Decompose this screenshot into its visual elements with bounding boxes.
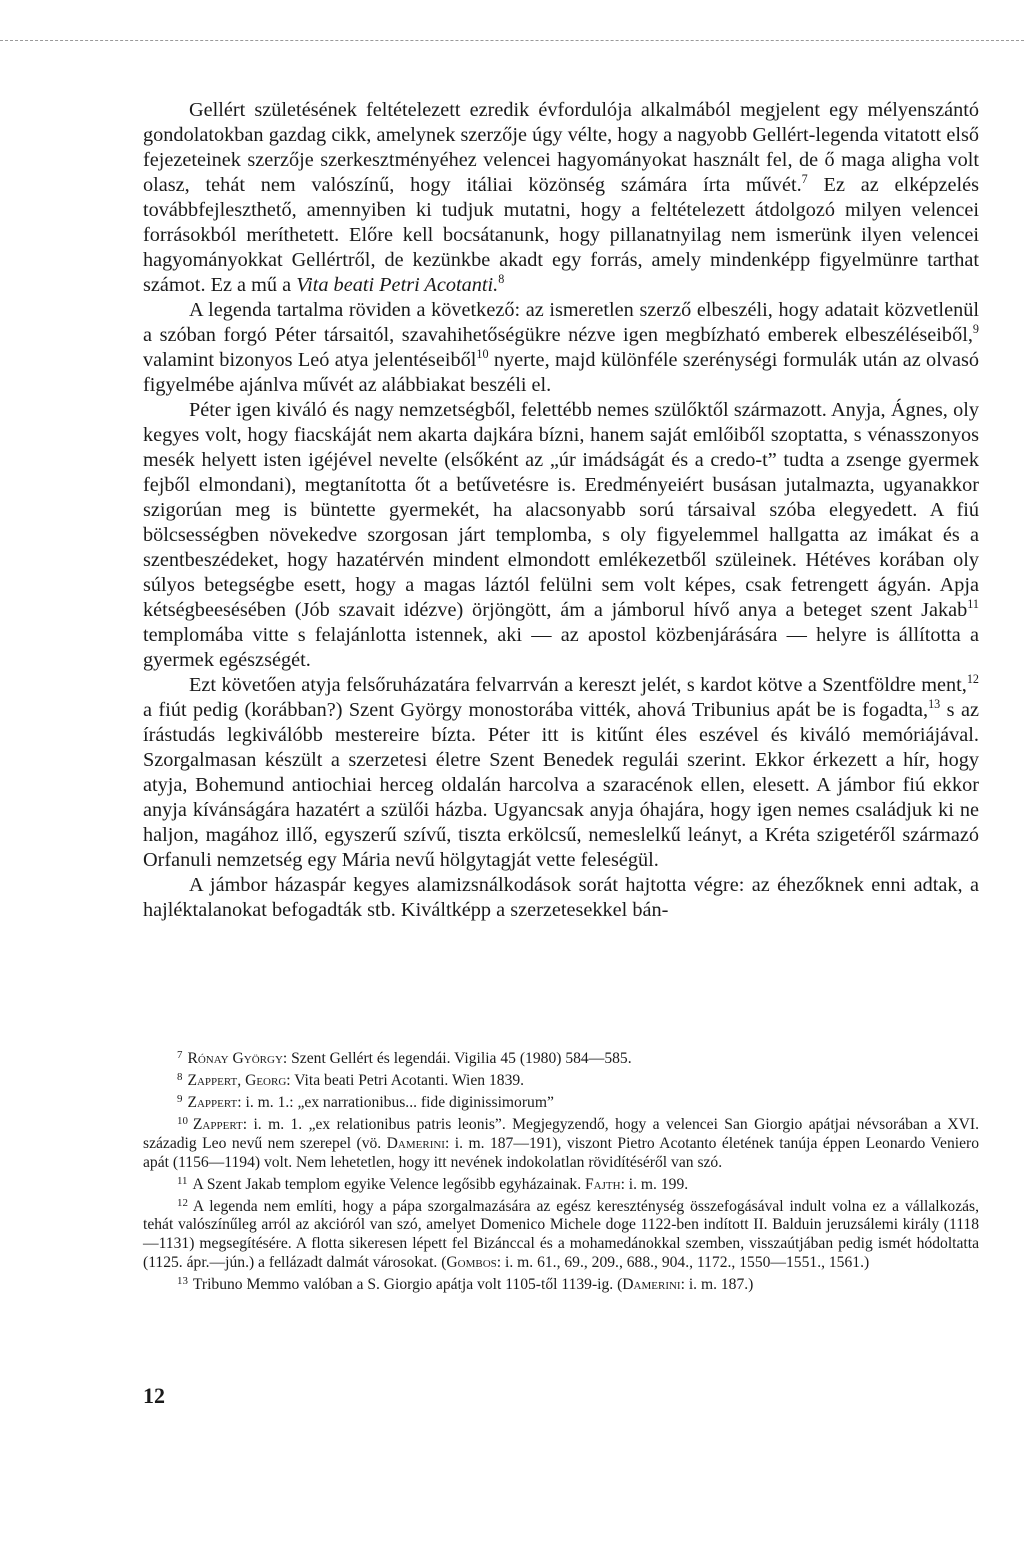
text-run: templomába vitte s felajánlotta istennek, aki — az apostol közbenjárására — helyre is állította a gyermek egészségét.: [143, 624, 979, 671]
paragraph: [143, 298, 979, 398]
footnote-number: 11: [177, 1174, 188, 1187]
footnote-number: 8: [177, 1070, 183, 1083]
footnote: [143, 1194, 979, 1273]
author-name: Zappert: [187, 1093, 238, 1111]
paragraph: [143, 673, 979, 873]
author-name: Zappert, Georg: [187, 1071, 287, 1089]
text-run: A legenda tartalma röviden a következő: az ismeretlen szerző elbeszéli, hogy adatait közvetlenül a szóban forgó Péter társaitól, szavahihetőségükre nézve igen megbízható emberek elbeszéléseiből,: [143, 299, 979, 346]
text-run: : Szent Gellért és legendái. Vigilia 45 (1980) 584—585.: [282, 1049, 632, 1067]
text-run: valamint bizonyos Leó atya jelentéseiből: [143, 349, 477, 371]
author-name: Gombos: [446, 1254, 497, 1272]
text-run: A jámbor házaspár kegyes alamizsnálkodások sorát hajtotta végre: az éhezőknek enni adtak, a hajléktalanokat befogadták stb. Kiváltképp a szerzetesekkel bán-: [143, 874, 979, 921]
footnote-number: 10: [177, 1114, 188, 1127]
paragraph: [143, 98, 979, 298]
paragraph: [143, 873, 979, 923]
footnote: [143, 1068, 979, 1090]
text-run: : i. m. 187—191), viszont Pietro Acotanto életének tanúja éppen Leonardo Veniero apát (1156—1194) volt. Nem lehetetlen, hogy itt nevének indokolatlan rövidítéséről van szó.: [143, 1134, 979, 1171]
italic-title: Vita beati Petri Acotanti.: [296, 274, 499, 296]
author-name: Rónay György: [187, 1049, 283, 1067]
scan-edge-line: [0, 40, 1024, 41]
author-name: Fajth: [585, 1175, 621, 1193]
footnote-reference: 10: [476, 347, 489, 362]
text-run: A Szent Jakab templom egyike Velence legősibb egyházainak.: [192, 1175, 585, 1193]
text-run: s az írástudás legkiválóbb mestereire bízta. Péter itt is kitűnt éles eszével és kiváló memóriájával. Szorgalmasan készült a szerzetesi életre Szent Benedek regulái szerint. Ekkor érkezett a hír, hogy atyja, Bohemund antiochiai herceg oldalán harcolva a szaracénok ellen, elesett. A jámbor fiú ekkor anyja kívánságára hazatért a szülői házba. Ugyancsak anyja óhajára, hogy igen nemes családjuk ki ne haljon, magához illő, egyszerű szívű, tiszta erkölcsű, nemeslelkű leányt, a Kréta szigetéről származó Orfanuli nemzetség egy Mária nevű hölgytagját vette feleségül.: [143, 699, 979, 871]
text-run: Gellért születésének feltételezett ezredik évfordulója alkalmából megjelent egy mélyenszántó gondolatokban gazdag cikk, amelynek szerzője úgy vélte, hogy a nagyobb Gellért-legenda vitatott első fejezeteinek szerzője szerkesztményéhez velencei hagyományokat használt fel, de ő maga aligha volt olasz, tehát nem valószínű, hogy itáliai közönség számára írta művét.: [143, 99, 979, 196]
paragraph: [143, 398, 979, 673]
footnote: [143, 1046, 979, 1068]
footnote-number: 12: [177, 1196, 188, 1209]
author-name: Damerini: [622, 1276, 681, 1294]
footnote-reference: 7: [801, 172, 808, 187]
text-run: A legenda nem említi, hogy a pápa szorgalmazására az egész kereszténység összefogásával indult volna ez a vállalkozás, tehát valószínűleg arról az akcióról van szó, amelyet Domenico Michele doge 1122-ben indított II. Balduin jeruzsálemi király (1118—1131) megsegítésére. A flotta sikeresen lépett fel Bizánccal és a mohamedánokkal szemben, visszaútjában pedig ismét hódoltatta (1125. ápr.—jún.) a fellázadt dalmát városokat. (: [143, 1197, 979, 1272]
footnote-number: 13: [177, 1275, 188, 1288]
text-run: : Vita beati Petri Acotanti. Wien 1839.: [286, 1071, 525, 1089]
footnote: [143, 1272, 979, 1294]
author-name: Damerini: [386, 1134, 445, 1152]
footnote-number: 9: [177, 1092, 183, 1105]
page-number: 12: [143, 1383, 165, 1408]
footnote-number: 7: [177, 1049, 183, 1061]
footnote-reference: 12: [966, 672, 979, 687]
text-run: : i. m. 187.): [680, 1276, 754, 1294]
text-run: nyerte, majd különféle szerénységi formulák után az olvasó figyelmébe ajánlva művét az alábbiakat beszéli el.: [143, 349, 979, 396]
footnote: [143, 1172, 979, 1194]
footnote: [143, 1090, 979, 1112]
text-run: Tribuno Memmo valóban a S. Giorgio apátja volt 1105-től 1139-ig. (: [192, 1276, 623, 1294]
text-run: Ezt követően atyja felsőruházatára felvarrván a kereszt jelét, s kardot kötve a Szentföldre ment,: [189, 674, 967, 696]
footnotes: [143, 1046, 979, 1294]
text-run: a fiút pedig (korábban?) Szent György monostorába vitték, ahová Tribunius apát be is fogadta,: [143, 699, 929, 721]
text-run: Ez az elképzelés továbbfejleszthető, amennyiben ki tudjuk mutatni, hogy a feltételezett átdolgozó milyen velencei forrásokból meríthetett. Előre kell bocsátanunk, hogy pillanatnyilag nem ismerünk ilyen velencei hagyományokkat Gellértről, de kezünkbe akadt egy forrás, amely mindenképp figyelmünre tarthat számot. Ez a mű a: [143, 174, 980, 296]
main-text: [143, 98, 979, 923]
text-run: : i. m. 199.: [620, 1175, 689, 1193]
text-run: : i. m. 1. „ex relationibus patris leonis”. Megjegyzendő, hogy a velencei San Giorgio apátjai névsorában a XVI. századig Leo nevű nem szerepel (vö.: [143, 1115, 979, 1152]
footnote-reference: 11: [967, 597, 979, 612]
footnote-reference: 8: [498, 272, 505, 287]
text-run: : i. m. 61., 69., 209., 688., 904., 1172., 1550—1551., 1561.): [496, 1254, 870, 1272]
footnote-reference: 9: [972, 322, 979, 337]
text-run: : i. m. 1.: „ex narrationibus... fide diginissimorum”: [237, 1093, 554, 1111]
text-run: Péter igen kiváló és nagy nemzetségből, felettébb nemes szülőktől származott. Anyja, Ágnes, oly kegyes volt, hogy fiacskáját nem akarta dajkára bízni, hanem saját emlőiből szoptatta, s vénasszonyos mesék helyett isten igéjével nevelte (elsőként az „úr imádságát és a credo-t” tudta a zsenge gyermek fejből elmondani), megtanította őt a betűvetésre is. Eredményeiért busásan jutalmazta, ugyanakkor szigorúan meg is büntette gyermekét, ha alacsonyabb sorú társaival szóba elegyedett. A fiú bölcsességben növekedve szorgosan járt templomba, s oly figyelemmel hallgatta az imákat és a szentbeszédeket, hogy hazatérvén mindent elmondott emlékezetből szüleinek. Hétéves korában oly súlyos betegségbe esett, hogy a magas láztól felülni sem volt képes, csak fetrengett ágyán. Apja kétségbeesésében (Jób szavait idézve) örjöngött, ám a jámborul hívő anya a beteget szent Jakab: [143, 399, 979, 621]
footnote: [143, 1112, 979, 1172]
footnote-reference: 13: [928, 697, 941, 712]
author-name: Zappert: [192, 1115, 243, 1133]
